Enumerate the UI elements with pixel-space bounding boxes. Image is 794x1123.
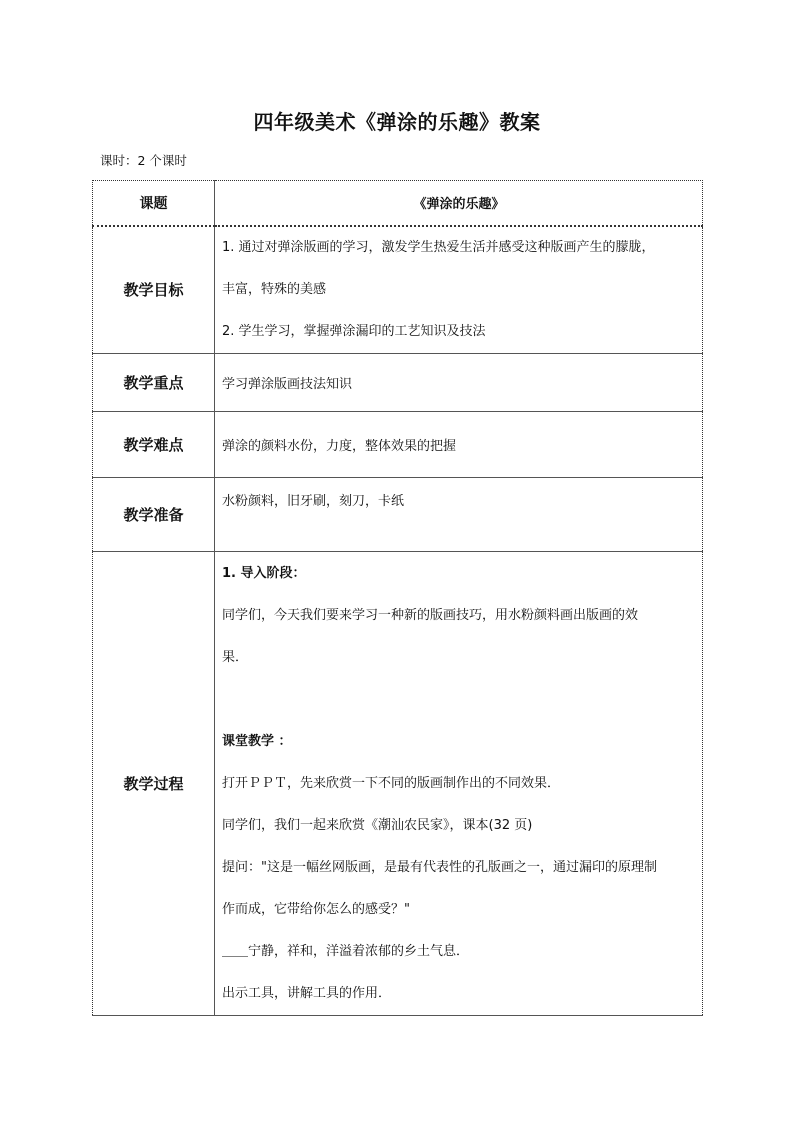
key-points-label: 教学重点 <box>93 353 215 411</box>
process-line: 出示工具，讲解工具的作用． <box>222 985 392 1001</box>
objective-line: 丰富，特殊的美感 <box>222 281 327 297</box>
process-line: 同学们，今天我们要来学习一种新的版画技巧，用水粉颜料画出版画的效 <box>222 607 639 623</box>
difficulties-row <box>93 411 703 477</box>
objectives-label: 教学目标 <box>93 226 215 354</box>
process-line: 提问："这是一幅丝网版画，是最有代表性的孔版画之一，通过漏印的原理制 <box>222 859 657 875</box>
process-line: 打开ＰＰＴ，先来欣赏一下不同的版画制作出的不同效果． <box>222 775 561 791</box>
preparation-label: 教学准备 <box>93 477 215 551</box>
process-label: 教学过程 <box>93 551 215 1015</box>
process-line <box>222 679 696 721</box>
lesson-hours: 课时：2 个课时 <box>100 153 187 168</box>
key-points-content: 学习弹涂版画技法知识 <box>215 353 703 411</box>
preparation-content: 水粉颜料，旧牙刷，刻刀，卡纸 <box>215 477 703 551</box>
difficulties-label: 教学难点 <box>93 411 215 477</box>
objectives-row <box>93 226 703 354</box>
process-line: 作而成，它带给你怎么的感受？" <box>222 901 410 917</box>
preparation-row <box>93 477 703 551</box>
process-heading: 1. 导入阶段： <box>222 565 306 581</box>
process-subheading: 课堂教学 ： <box>222 733 292 749</box>
document-title: 四年级美术《弹涂的乐趣》教案 <box>253 110 541 134</box>
process-line: ＿＿宁静，祥和，洋溢着浓郁的乡土气息． <box>222 943 470 959</box>
objective-line: 1. 通过对弹涂版画的学习，激发学生热爱生活并感受这种版画产生的朦胧， <box>222 239 655 255</box>
lesson-plan-table <box>92 180 703 1016</box>
topic-row <box>93 181 703 226</box>
process-content <box>215 551 703 1015</box>
objectives-content <box>215 226 703 354</box>
objective-line: 2. 学生学习，掌握弹涂漏印的工艺知识及技法 <box>222 323 486 339</box>
key-points-row <box>93 353 703 411</box>
process-row <box>93 551 703 1015</box>
process-line: 果． <box>222 649 249 665</box>
topic-label: 课题 <box>93 181 215 226</box>
topic-value: 《弹涂的乐趣》 <box>215 181 703 226</box>
difficulties-content: 弹涂的颜料水份，力度，整体效果的把握 <box>215 411 703 477</box>
process-line: 同学们，我们一起来欣赏《潮汕农民家》，课本(32 页) <box>222 817 533 833</box>
